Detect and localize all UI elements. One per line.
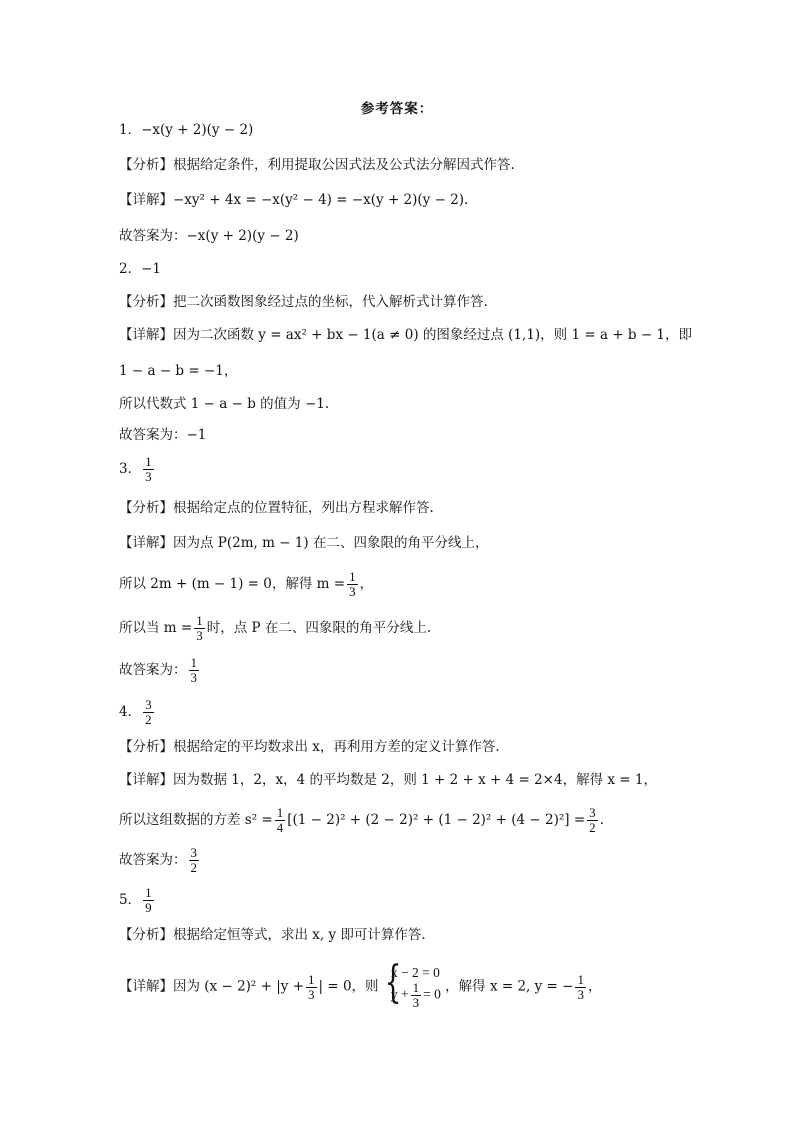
q4-final-fraction: [189, 846, 200, 875]
q3-final: [119, 656, 201, 685]
q3-frac-den: 3: [145, 469, 152, 484]
q4-quarter-fraction: [275, 806, 286, 835]
frac-num: 1: [577, 971, 584, 987]
frac-den: 3: [349, 584, 356, 599]
frac-den: 4: [276, 820, 284, 835]
q3-final-fraction: [189, 656, 200, 685]
page-title: 参考答案：: [360, 101, 434, 117]
frac-den: 3: [412, 995, 420, 1010]
frac-den: 3: [190, 670, 197, 685]
q4-final-text: 故答案为：: [119, 852, 187, 868]
q2-detail-1: 【详解】因为二次函数 y = ax² + bx − 1(a ≠ 0) 的图象经过点 (1,1)，则 1 = a + b − 1，即: [119, 327, 693, 343]
frac-den: 2: [589, 820, 596, 835]
frac-den: 9: [145, 900, 152, 915]
q4-detail-2-text: 所以这组数据的方差 s² =: [119, 812, 273, 828]
q3-detail-3-fraction: [194, 614, 205, 643]
q4-detail-2-end: .: [599, 812, 604, 828]
q5-answer-fraction: [143, 886, 154, 915]
q5-equation-system: [383, 964, 441, 1010]
frac-num: 1: [190, 655, 197, 670]
q2-answer: 2．−1: [119, 261, 161, 277]
q4-analysis: 【分析】根据给定的平均数求出 x，再利用方差的定义计算作答.: [119, 739, 500, 755]
q5-result-fraction: [575, 973, 586, 1002]
q5-answer: [119, 886, 156, 915]
frac-num: 1: [412, 980, 420, 995]
frac-num: 3: [190, 845, 197, 860]
q3-answer-fraction: [143, 455, 154, 484]
q5-number: 5．: [119, 892, 142, 908]
frac-den: 3: [577, 986, 584, 1002]
q1-detail: 【详解】−xy² + 4x = −x(y² − 4) = −x(y + 2)(y − 2).: [119, 192, 469, 208]
q3-analysis: 【分析】根据给定点的位置特征，列出方程求解作答.: [119, 500, 434, 516]
q3-number: 3．: [119, 461, 142, 477]
q5-sys-line-2: [391, 981, 441, 1010]
q3-detail-2: [119, 570, 373, 599]
frac-den: 2: [145, 712, 152, 727]
q3-final-text: 故答案为：: [119, 662, 187, 678]
q5-sys-line-1: { x − 2 = 0: [390, 965, 440, 980]
q4-number: 4．: [119, 704, 142, 720]
q5-detail-text: 【详解】因为 (x − 2)² + |y +: [119, 978, 305, 995]
q2-analysis: 【分析】把二次函数图象经过点的坐标，代入解析式计算作答.: [119, 294, 488, 310]
q5-detail-mid: | = 0，则: [318, 978, 379, 995]
q4-detail-2-expr: [(1 − 2)² + (2 − 2)² + (1 − 2)² + (4 − 2)²] =: [287, 812, 586, 828]
q3-answer: [119, 455, 156, 484]
q3-frac-num: 1: [145, 454, 152, 469]
q4-detail-1: 【详解】因为数据 1，2，x，4 的平均数是 2，则 1 + 2 + x + 4 = 2×4，解得 x = 1，: [119, 772, 657, 788]
q1-answer: 1．−x(y + 2)(y − 2): [119, 122, 254, 138]
q3-detail-3-text: 所以当 m =: [119, 620, 193, 636]
q4-detail-2: [119, 806, 604, 835]
q4-result-fraction: [587, 806, 598, 835]
frac-den: 2: [190, 860, 197, 875]
q1-final: 故答案为：−x(y + 2)(y − 2): [119, 228, 299, 244]
frac-num: 3: [589, 805, 596, 820]
q3-detail-2-fraction: [347, 570, 358, 599]
q5-detail-post: ，解得 x = 2, y = −: [445, 978, 574, 995]
q5-detail: [119, 964, 601, 1010]
q4-answer-fraction: [143, 698, 154, 727]
q5-detail-end: ，: [587, 978, 602, 995]
q5-analysis: 【分析】根据给定恒等式，求出 x, y 即可计算作答.: [119, 927, 426, 943]
q3-detail-2-end: ，: [359, 576, 374, 592]
frac-den: 3: [196, 628, 203, 643]
q5-third-fraction: [306, 973, 317, 1002]
frac-num: 3: [145, 697, 152, 712]
q4-answer: [119, 698, 156, 727]
q2-final: 故答案为：−1: [119, 427, 207, 443]
q2-detail-2: 1 − a − b = −1，: [119, 363, 238, 379]
q3-detail-2-text: 所以 2m + (m − 1) = 0，解得 m =: [119, 576, 346, 592]
q3-detail-1: 【详解】因为点 P(2m, m − 1) 在二、四象限的角平分线上，: [119, 535, 489, 551]
frac-den: 3: [308, 986, 315, 1002]
q5-sys-fraction: [411, 981, 422, 1010]
frac-num: 1: [349, 569, 356, 584]
q5-sys-line-2-post: = 0: [423, 986, 441, 1002]
q3-detail-3: [119, 614, 431, 643]
frac-num: 1: [308, 971, 315, 987]
q5-sys-line-2-pre: y +: [390, 986, 409, 1002]
frac-num: 1: [145, 885, 152, 900]
q4-final: [119, 846, 201, 875]
q3-detail-3-end: 时，点 P 在二、四象限的角平分线上.: [206, 620, 432, 636]
frac-num: 1: [196, 613, 203, 628]
q1-analysis: 【分析】根据给定条件，利用提取公因式法及公式法分解因式作答.: [119, 157, 515, 173]
q2-detail-3: 所以代数式 1 − a − b 的值为 −1.: [119, 396, 330, 412]
frac-num: 1: [276, 805, 284, 820]
